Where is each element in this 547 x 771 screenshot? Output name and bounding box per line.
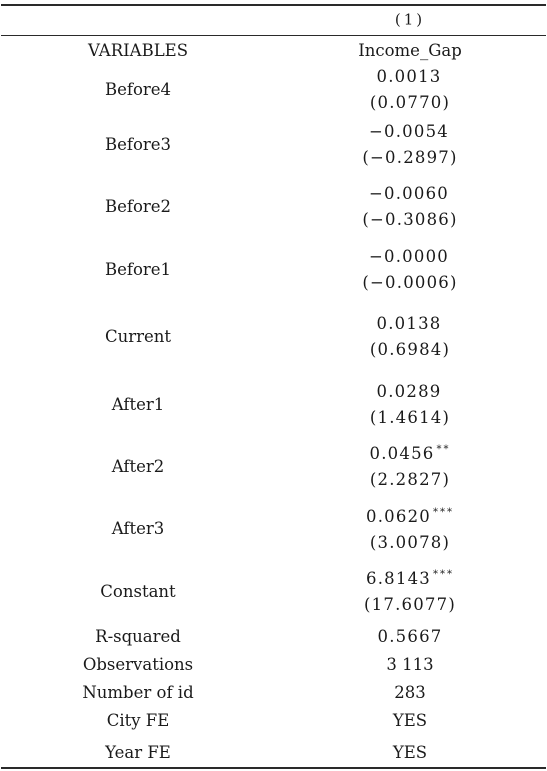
significance-stars: *** xyxy=(432,568,454,580)
significance-stars: *** xyxy=(432,506,454,518)
row-label-after3: After3 xyxy=(111,518,165,538)
stat-value-r-squared: 0.5667 xyxy=(377,626,443,646)
stat-label-observations: Observations xyxy=(82,654,194,674)
stat-value-city-fe: YES xyxy=(392,710,428,730)
stat-label-year-fe: Year FE xyxy=(105,742,171,762)
coef-after1: 0.0289 xyxy=(376,381,442,401)
tstat-before1: (−0.0006) xyxy=(362,272,458,292)
table-bottom-rule xyxy=(1,767,546,769)
stat-label-city-fe: City FE xyxy=(106,710,170,730)
variables-header: VARIABLES xyxy=(88,40,188,60)
stat-value-year-fe: YES xyxy=(392,742,428,762)
tstat-before3: (−0.2897) xyxy=(362,147,458,167)
stat-label-r-squared: R-squared xyxy=(95,626,181,646)
coef-after3: 0.0620 *** xyxy=(366,506,454,526)
coef-current: 0.0138 xyxy=(376,313,442,333)
stat-label-number-of-id: Number of id xyxy=(82,682,194,702)
tstat-before4: (0.0770) xyxy=(369,92,451,112)
row-label-before1: Before1 xyxy=(104,259,172,279)
row-label-before3: Before3 xyxy=(104,134,172,154)
table-header-rule xyxy=(1,35,546,36)
tstat-after3: (3.0078) xyxy=(369,532,451,552)
tstat-current: (0.6984) xyxy=(369,339,451,359)
row-label-before2: Before2 xyxy=(104,196,172,216)
tstat-after2: (2.2827) xyxy=(369,469,451,489)
significance-stars: ** xyxy=(436,443,451,455)
row-label-constant: Constant xyxy=(100,581,176,601)
row-label-after1: After1 xyxy=(111,394,165,414)
coef-constant: 6.8143 *** xyxy=(366,568,454,588)
coef-before1: −0.0000 xyxy=(369,246,449,266)
tstat-after1: (1.4614) xyxy=(369,407,451,427)
dependent-variable: Income_Gap xyxy=(358,40,462,60)
row-label-current: Current xyxy=(104,326,172,346)
coef-before2: −0.0060 xyxy=(369,183,449,203)
stat-value-observations: 3 113 xyxy=(386,654,434,674)
coef-after2: 0.0456 ** xyxy=(369,443,451,463)
coef-before3: −0.0054 xyxy=(369,121,449,141)
row-label-before4: Before4 xyxy=(104,79,172,99)
row-label-after2: After2 xyxy=(111,456,165,476)
stat-value-number-of-id: 283 xyxy=(394,682,426,702)
coef-before4: 0.0013 xyxy=(376,66,442,86)
tstat-before2: (−0.3086) xyxy=(362,209,458,229)
table-top-rule xyxy=(1,4,546,6)
column-number: (1) xyxy=(394,10,426,29)
tstat-constant: (17.6077) xyxy=(364,594,456,614)
